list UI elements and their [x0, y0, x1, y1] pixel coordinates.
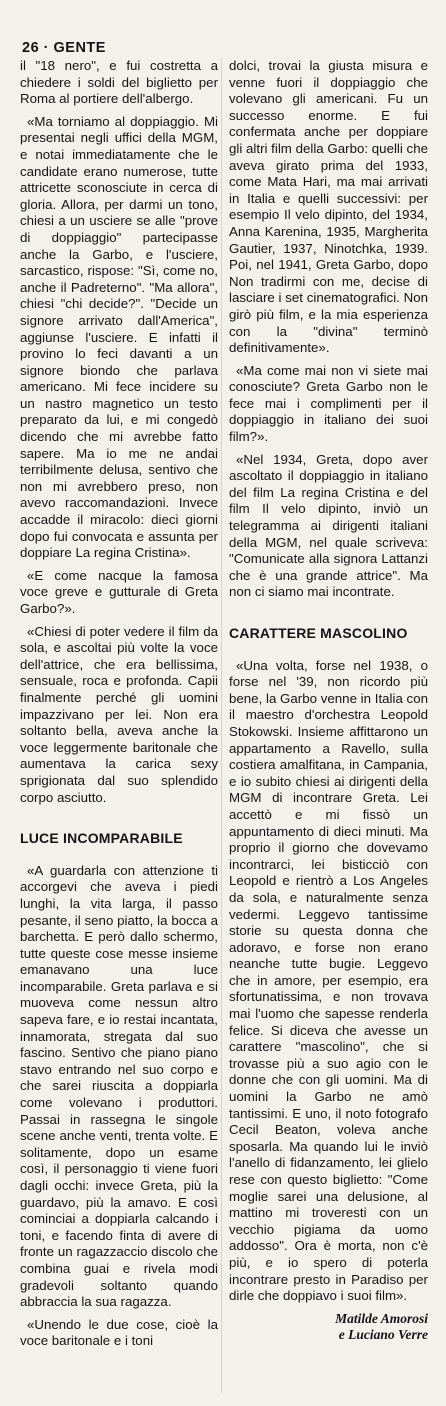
paragraph: dolci, trovai la giusta misura e venne fuori il doppiaggio che volevano gli americani. Fu un successo enorme. E fui confermata anche per doppiare gli altri film della Garbo: quelli che aveva girato prima del 1933, come Mata Hari, ma mai arrivati in Italia e quelli successivi: per esempio Il velo dipinto, del 1934, Anna Karenina, 1935, Margherita Gautier, 1937, Ninotchka, 1939. Poi, nel 1941, Greta Garbo, dopo Non tradirmi con me, decise di lasciare i set cinematografici. Non girò più film, e la mia esperienza con la "divina" terminò definitivamente».: [229, 58, 428, 356]
paragraph: «Unendo le due cose, cioè la voce baritonale e i toni: [20, 1316, 218, 1349]
page-folio: 26 · GENTE: [22, 40, 106, 56]
signature-line: e Luciano Verre: [338, 1326, 428, 1342]
signature-line: Matilde Amorosi: [335, 1310, 428, 1326]
paragraph: «Ma torniamo al doppiaggio. Mi presentai negli uffici della MGM, e notai immediatamente che le candidate erano numerose, tutte attricette sconosciute in cerca di gloria. Allora, per darmi un tono, chiesi a un usciere se alle "prove di doppiaggio" partecipasse anche la Garbo, e l'usciere, sarcastico, rispose: "Sì, come no, anche il Padreterno". "Ma allora", chiesi "chi decide?". "Decide un signore arrivato dall'America", aggiunse l'usciere. E infatti il provino lo feci davanti a un signore biondo che parlava americano. Mi fece incidere su un nastro magnetico un testo preparato da lui, e mi congedò dicendo che mi avrebbe fatto sapere. Ma io me ne andai terribilmente delusa, sentivo che non mi avrebbero preso, non avevo raccomandazioni. Invece accadde il miracolo: dieci giorni dopo fui convocata e assunta per doppiare La regina Cristina».: [20, 113, 218, 561]
right-column: [229, 58, 428, 1343]
paragraph: «E come nacque la famosa voce greve e gutturale di Greta Garbo?».: [20, 567, 218, 616]
author-signature: [229, 1311, 428, 1343]
left-column: [20, 58, 218, 1356]
paragraph: «A guardarla con attenzione ti accorgevi che aveva i piedi lunghi, la vita larga, il passo pesante, il seno piatto, la bocca a barchetta. E però dallo schermo, tutte queste cose messe insieme emanavano una luce incomparabile. Greta parlava e si muoveva come nessun altro sapeva fare, e io restai incantata, innamorata, stregata dal suo fascino. Sentivo che piano piano stavo entrando nel suo corpo e che sarei riuscita a doppiarla come volevano i produttori. Passai in rassegna le singole scene anche venti, trenta volte. E solitamente, dopo un esame così, il personaggio ti viene fuori dagli occhi: invece Greta, più la guardavo, più la amavo. E così cominciai a doppiarla calcando i toni, e facendo finta di avere di fronte un ragazzaccio discolo che combina guai e rivela modi gradevoli soltanto quando abbraccia la sua ragazza.: [20, 862, 218, 1310]
section-heading: CARATTERE MASCOLINO: [229, 625, 408, 641]
paragraph: «Una volta, forse nel 1938, o forse nel '39, non ricordo più bene, la Garbo venne in Italia con il maestro d'orchestra Leopold Stokowski. Insieme affittarono un appartamento a Ravello, sulla costiera amalfitana, in Campania, e io subito chiesi ai dirigenti della MGM di incontrare Greta. Lei accettò e mi fissò un appuntamento di dieci minuti. Ma proprio il giorno che dovevamo incontrarci, lei bisticciò con Leopold e rientrò a Los Angeles da sola, e naturalmente senza vedermi. Leggevo tantissime storie su questa donna che adoravo, e forse non erano neanche tutte bugie. Leggevo che in amore, per esempio, era sfortunatissima, e non trovava mai l'uomo che sapesse renderla felice. Si diceva che avesse un carattere "mascolino", che si trovasse più a suo agio con le donne che con gli uomini. Ma di uomini la Garbo ne amò tantissimi. E uno, il noto fotografo Cecil Beaton, voleva anche sposarla. Ma quando lui le inviò l'anello di fidanzamento, lei glielo rese con questo biglietto: "Come moglie sarei una delusione, al mattino mi troveresti con un vecchio pigiama da uomo addosso". Ora è morta, non c'è più, e io spero di poterla incontrare presto in Paradiso per dirle che doppiavo i suoi film».: [229, 657, 428, 1304]
paragraph: «Chiesi di poter vedere il film da sola, e ascoltai più volte la voce dell'attrice, che era bellissima, sensuale, roca e profonda. Capii finalmente perché gli uomini impazzivano per lei. Non era soltanto bella, aveva anche la voce leggermente baritonale che aumentava la carica sexy sprigionata dal suo splendido corpo asciutto.: [20, 623, 218, 805]
paragraph: «Nel 1934, Greta, dopo aver ascoltato il doppiaggio in italiano del film La regina Cristina e del film Il velo dipinto, inviò un telegramma ai dirigenti italiani della MGM, nel quale scriveva: "Comunicate alla signora Lattanzi che è una grande attrice". Ma non ci siamo mai incontrate.: [229, 451, 428, 600]
paragraph: il "18 nero", e fui costretta a chiedere i soldi del biglietto per Roma al portiere dell'albergo.: [20, 58, 218, 107]
column-divider: [221, 58, 222, 1393]
section-heading: LUCE INCOMPARABILE: [20, 830, 183, 847]
paragraph: «Ma come mai non vi siete mai conosciute? Greta Garbo non le fece mai i complimenti per il doppiaggio in italiano dei suoi film?».: [229, 362, 428, 445]
